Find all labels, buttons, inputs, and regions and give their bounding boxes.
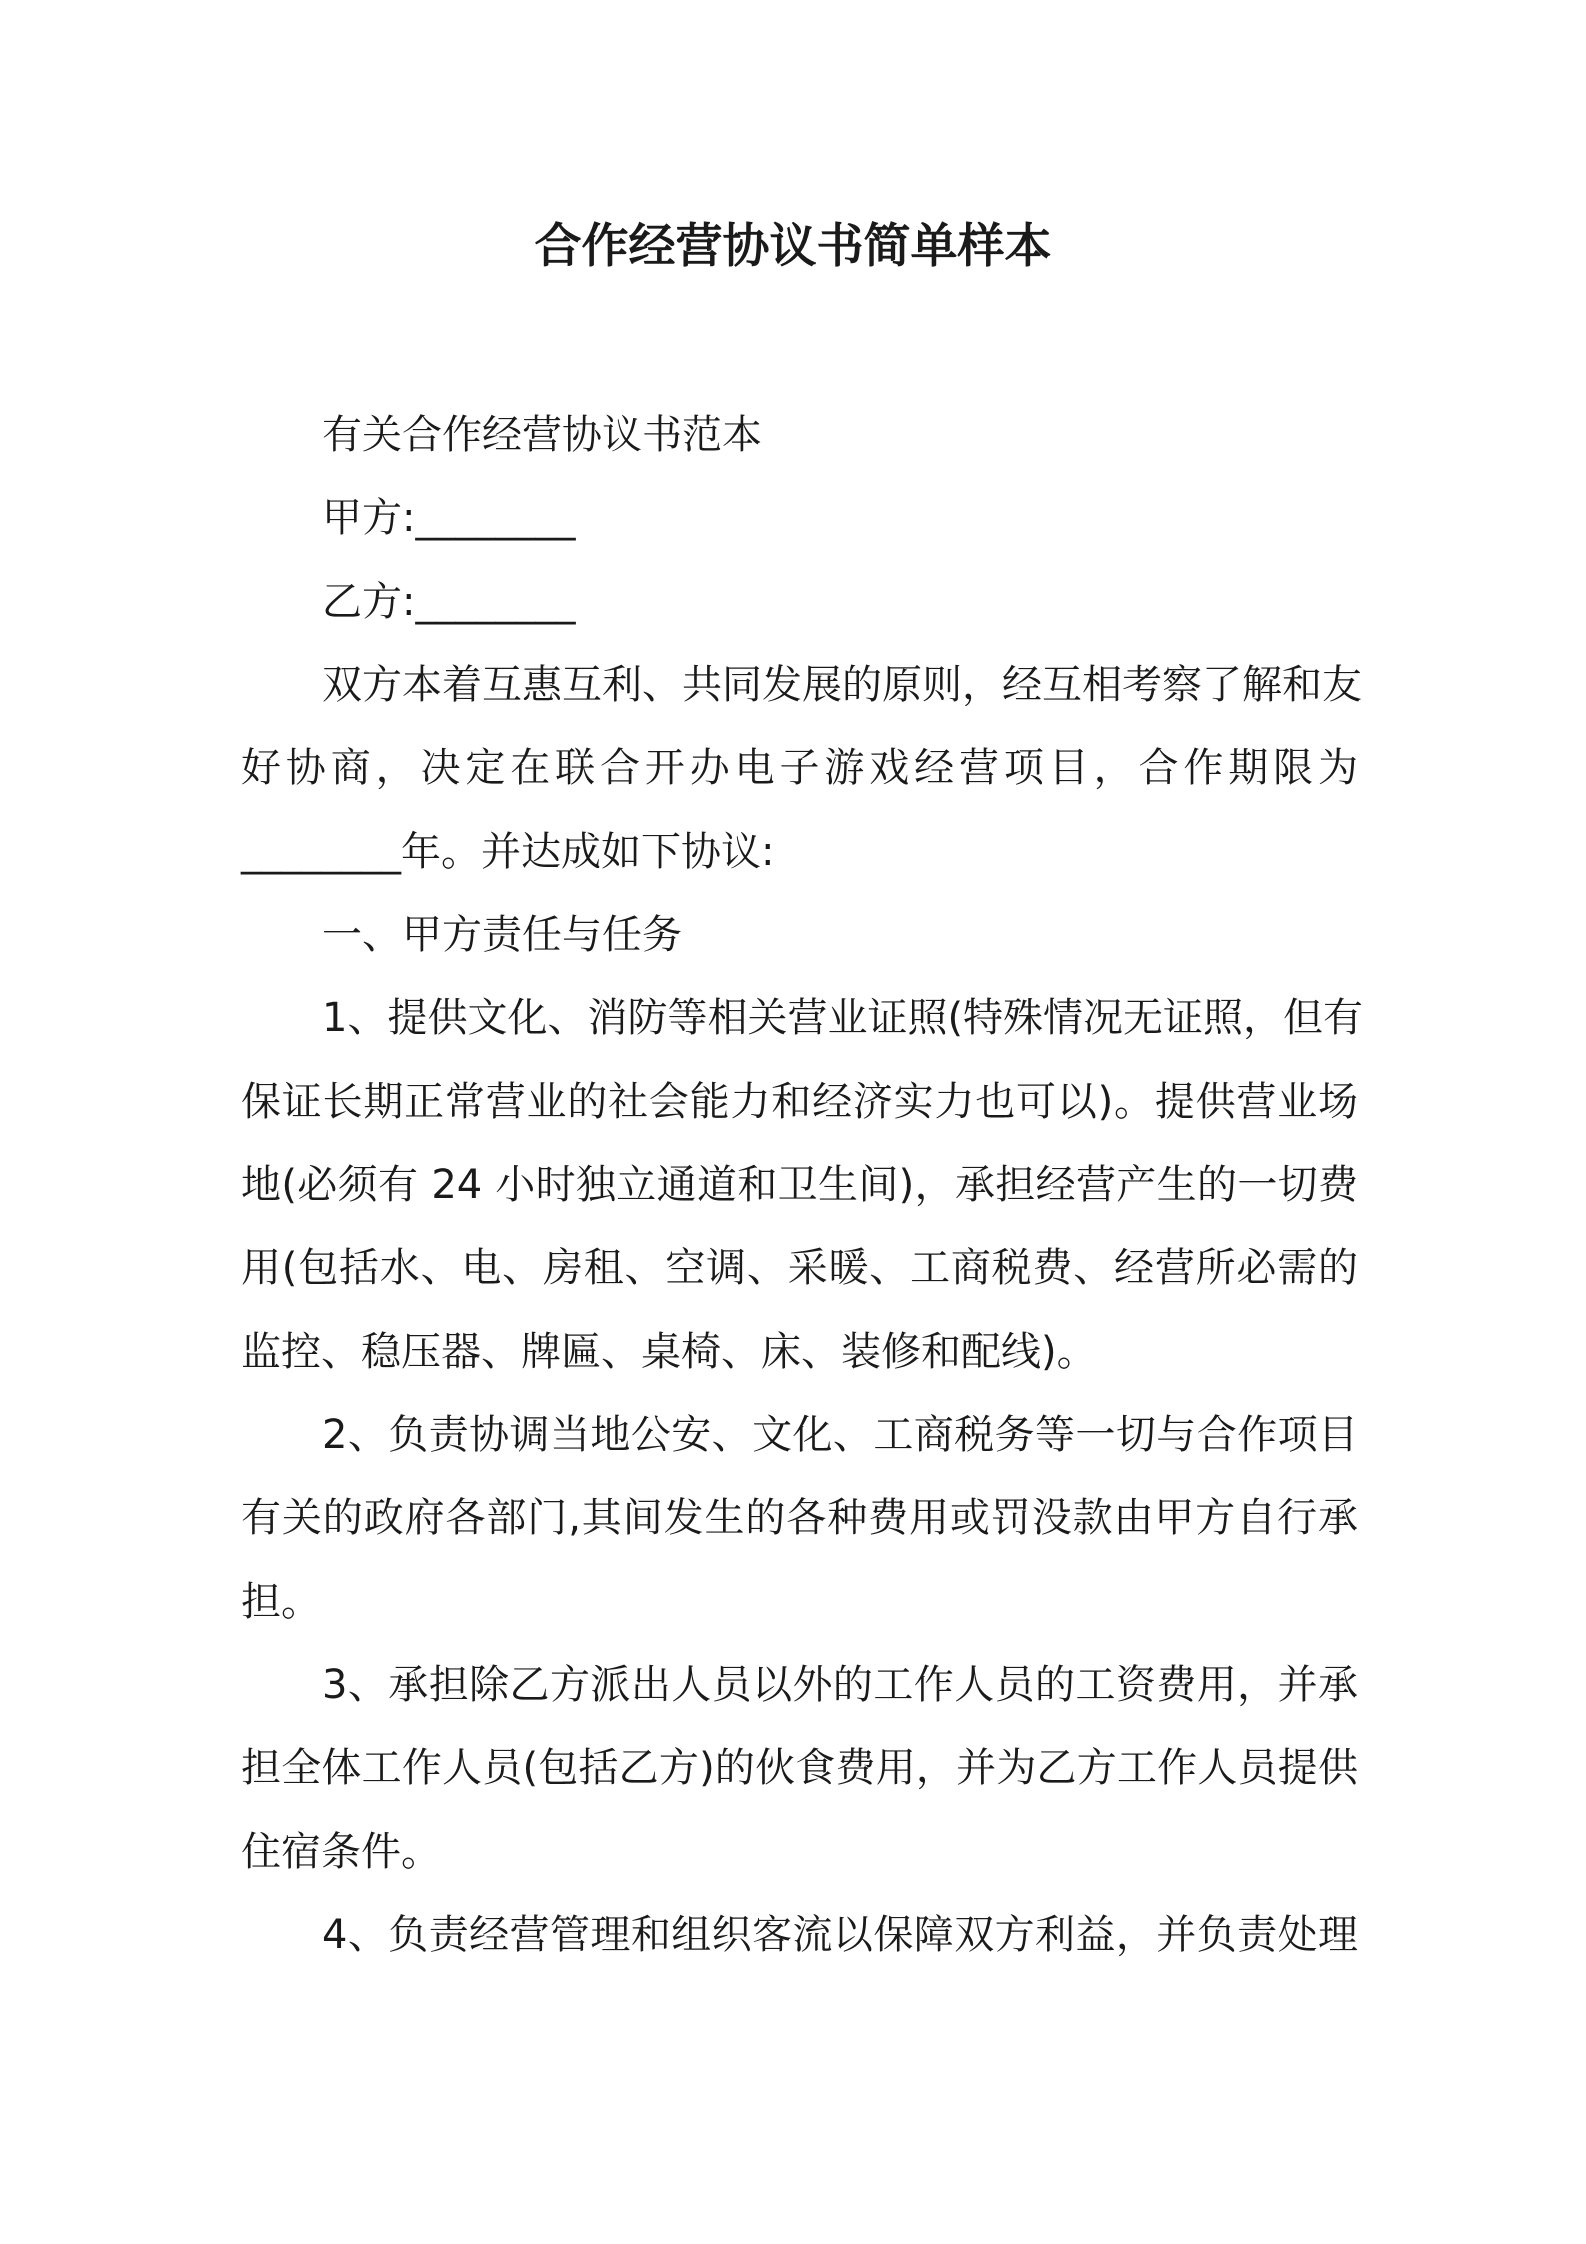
clause-2-line-3: 担。 bbox=[241, 1579, 321, 1625]
clause-2-line-2: 有关的政府各部门,其间发生的各种费用或罚没款由甲方自行承 bbox=[241, 1495, 1358, 1541]
intro-line-2: 好协商，决定在联合开办电子游戏经营项目，合作期限为 bbox=[241, 745, 1358, 791]
clause-4-line-1: 4、负责经营管理和组织客流以保障双方利益，并负责处理 bbox=[322, 1912, 1358, 1958]
clause-1-line-2: 保证长期正常营业的社会能力和经济实力也可以)。提供营业场 bbox=[241, 1079, 1358, 1125]
clause-1-line-4: 用(包括水、电、房租、空调、采暖、工商税费、经营所必需的 bbox=[241, 1245, 1358, 1291]
section-heading: 一、甲方责任与任务 bbox=[322, 912, 682, 958]
party-b-line: 乙方:________ bbox=[322, 579, 576, 625]
clause-3-line-1: 3、承担除乙方派出人员以外的工作人员的工资费用，并承 bbox=[322, 1662, 1358, 1708]
document-title: 合作经营协议书简单样本 bbox=[534, 219, 1052, 274]
clause-3-line-2: 担全体工作人员(包括乙方)的伙食费用，并为乙方工作人员提供 bbox=[241, 1745, 1358, 1791]
intro-line-1: 双方本着互惠互利、共同发展的原则，经互相考察了解和友 bbox=[322, 662, 1362, 708]
subtitle-line: 有关合作经营协议书范本 bbox=[322, 412, 762, 458]
intro-line-3: ________年。并达成如下协议: bbox=[241, 829, 775, 875]
clause-1-line-5: 监控、稳压器、牌匾、桌椅、床、装修和配线)。 bbox=[241, 1329, 1097, 1375]
clause-3-line-3: 住宿条件。 bbox=[241, 1829, 441, 1875]
clause-1-line-1: 1、提供文化、消防等相关营业证照(特殊情况无证照，但有 bbox=[322, 995, 1364, 1041]
clause-1-line-3: 地(必须有 24 小时独立通道和卫生间)，承担经营产生的一切费 bbox=[241, 1162, 1358, 1208]
clause-2-line-1: 2、负责协调当地公安、文化、工商税务等一切与合作项目 bbox=[322, 1412, 1358, 1458]
party-a-line: 甲方:________ bbox=[322, 495, 576, 541]
